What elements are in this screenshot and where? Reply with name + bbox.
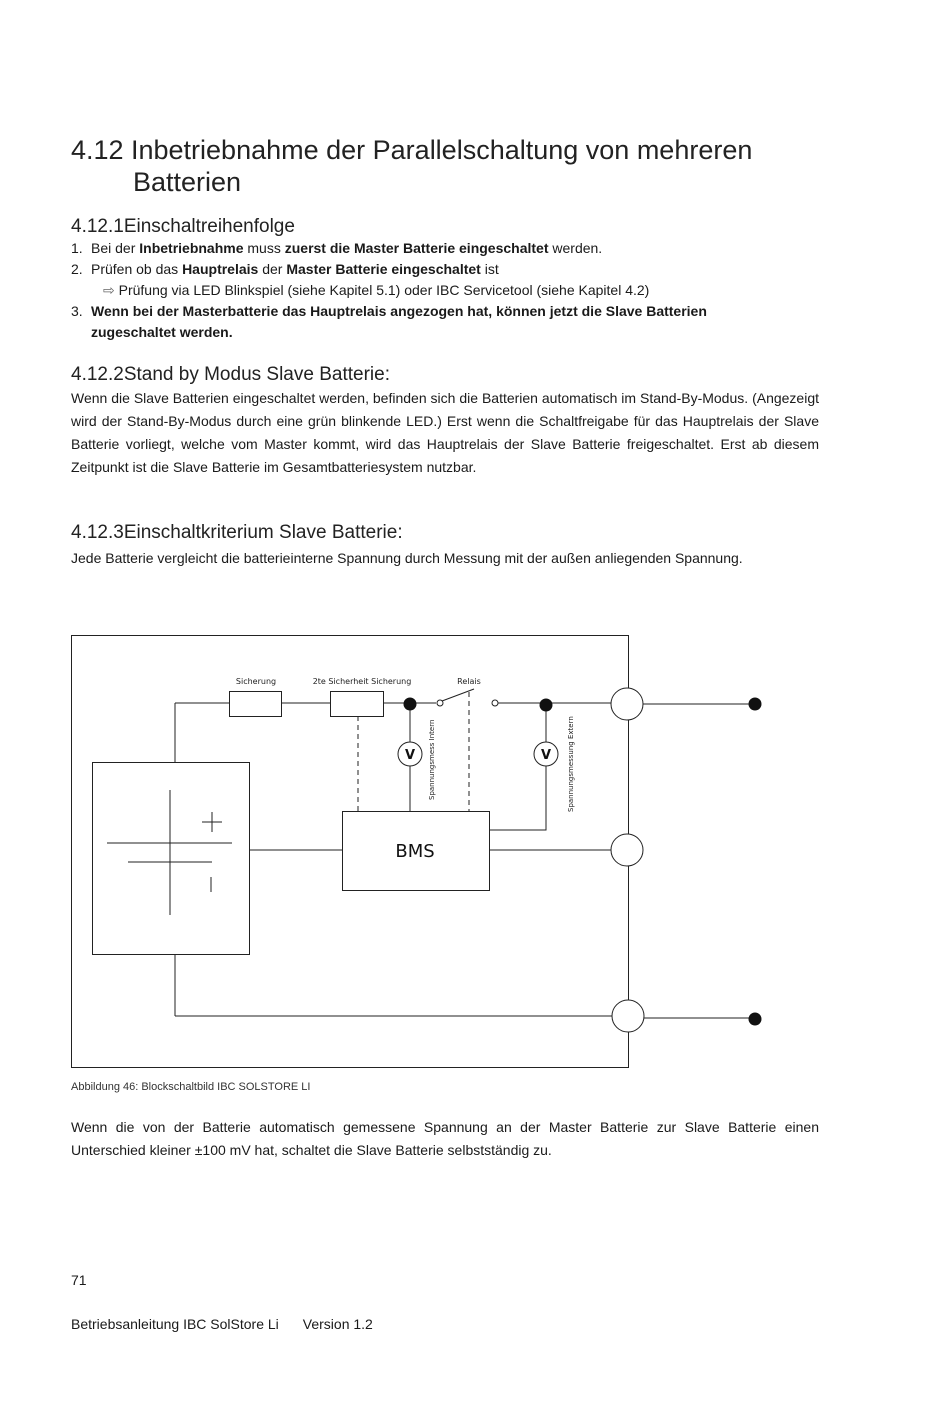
footer-doc-title: Betriebsanleitung IBC SolStore Li [71,1316,279,1332]
fuse-2-label: 2te Sicherheit Sicherung [312,677,412,686]
bms-label: BMS [395,841,435,862]
list-item: 2. Prüfen ob das Hauptrelais der Master Batterie eingeschaltet ist [71,259,831,280]
terminal-dot [749,1013,762,1026]
fuse-2 [331,692,384,717]
wire [490,766,546,830]
arrow-icon: ⇨ [103,282,115,298]
voltmeter-symbol: V [404,748,416,763]
subsection-heading-1: 4.12.1Einschaltreihenfolge [71,216,295,237]
page-number: 71 [71,1272,87,1288]
subsection-heading-2: 4.12.2Stand by Modus Slave Batterie: [71,364,390,385]
standby-paragraph: Wenn die Slave Batterien eingeschaltet werden, befinden sich die Batterien automatisch im Stand-By-Modus. (Angezeigt wird der Stand-By-Modus durch eine grün blinkende LED.) Erst wenn die Schaltfreigabe für das Hauptrelais der Slave Batterie vorliegt, welche vom Master kommt, wird das Hauptrelais der Slave Batterie freigeschaltet. Erst ab diesem Zeitpunkt ist die Slave Batterie im Gesamtbatteriesystem nutzbar. [71,390,819,475]
terminal-comm [611,834,643,866]
section-title-line1: Inbetriebnahme der Parallelschaltung von mehreren [131,135,753,165]
fuse-1-label: Sicherung [235,677,277,686]
footer-version: Version 1.2 [302,1316,373,1332]
junction-dot [404,698,417,711]
list-item-number: 3. [71,303,83,319]
relay-contact [492,700,498,706]
figure-caption: Abbildung 46: Blockschaltbild IBC SOLSTORE LI [71,1081,311,1093]
junction-dot [540,699,553,712]
battery-box [93,763,250,955]
criterion-paragraph: Jede Batterie vergleicht die batterieinterne Spannung durch Messung mit der außen anliegenden Spannung. [71,550,743,566]
list-sub-item: ⇨ Prüfung via LED Blinkspiel (siehe Kapitel 5.1) oder IBC Servicetool (siehe Kapitel 4.2) [103,282,650,298]
voltmeter-symbol: V [540,748,552,763]
list-item-number: 2. [71,261,83,277]
footer [71,1316,373,1332]
meas-internal-label: Spannungsmess Intern [428,719,436,800]
list-item: 3. Wenn bei der Masterbatterie das Hauptrelais angezogen hat, können jetzt die Slave Batterien zugeschaltet werden. [71,303,707,340]
list-item: 1. Bei der Inbetriebnahme muss zuerst die Master Batterie eingeschaltet werden. [71,238,831,259]
terminal-plus [611,688,643,720]
section-title-line2: Batterien [133,167,242,197]
terminal-dot [749,698,762,711]
meas-external-label: Spannungsmessung Extern [567,716,575,812]
final-paragraph: Wenn die von der Batterie automatisch gemessene Spannung an der Master Batterie zur Slave Batterie einen Unterschied kleiner ±100 mV hat, schaltet die Slave Batterie selbstständig zu. [71,1119,819,1158]
list-item-number: 1. [71,240,83,256]
subsection-heading-3: 4.12.3Einschaltkriterium Slave Batterie: [71,522,403,543]
relay-label: Relais [457,677,481,686]
section-number: 4.12 [71,135,124,165]
terminal-minus [612,1000,644,1032]
fuse-1 [230,692,282,717]
